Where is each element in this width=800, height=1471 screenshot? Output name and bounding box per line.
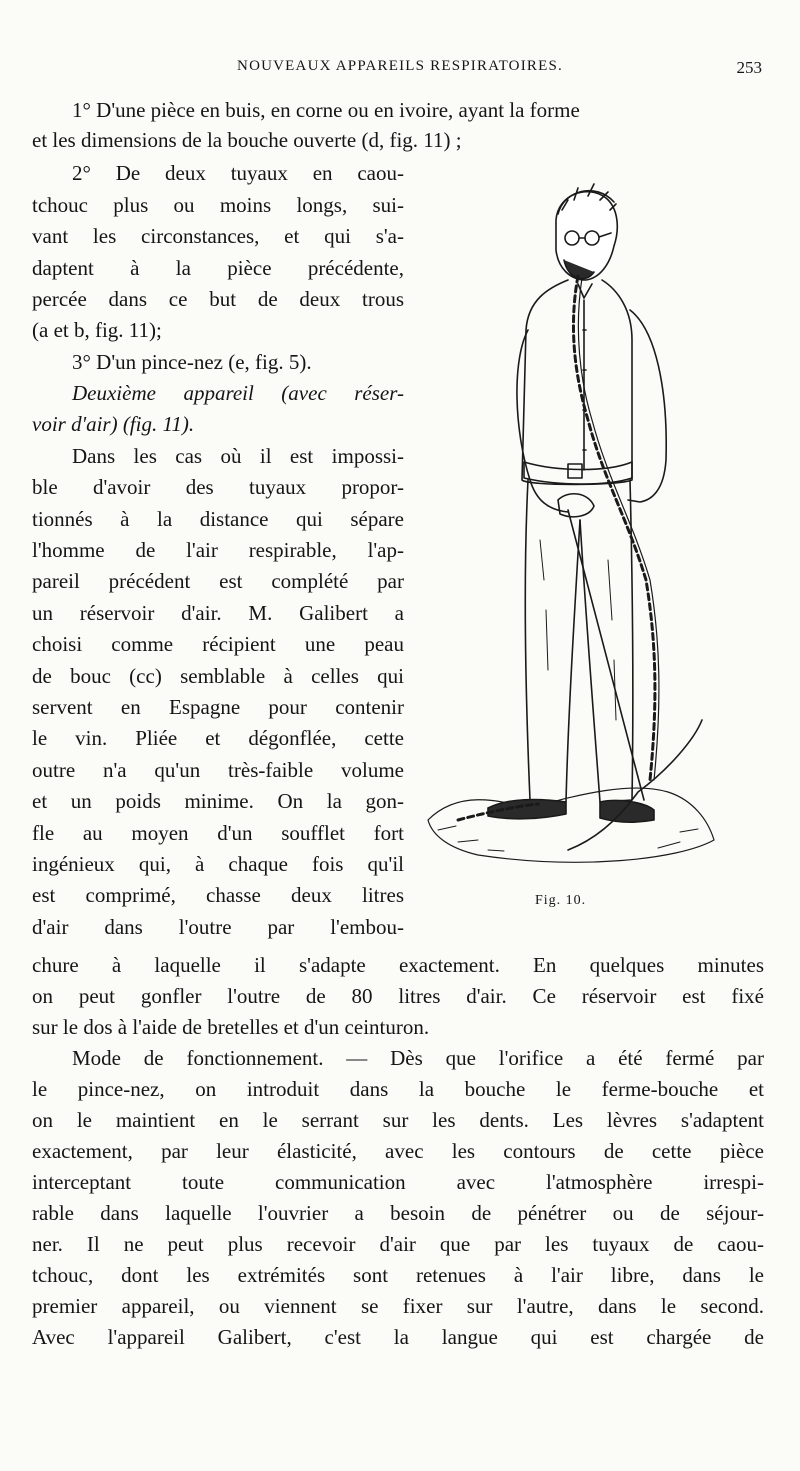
text-line: daptent à la pièce précédente, bbox=[32, 256, 404, 280]
text-line: ner. Il ne peut plus recevoir d'air que par les tuyaux de caou- bbox=[32, 1232, 764, 1256]
text-line: exactement, par leur élasticité, avec les contours de cette pièce bbox=[32, 1139, 764, 1163]
text-line: fle au moyen d'un soufflet fort bbox=[32, 821, 404, 845]
text-line: d'air dans l'outre par l'embou- bbox=[32, 915, 404, 939]
text-line: on le maintient en le serrant sur les dents. Les lèvres s'adaptent bbox=[32, 1108, 764, 1132]
section-heading: voir d'air) (fig. 11). bbox=[32, 412, 195, 436]
text-line: tionnés à la distance qui sépare bbox=[32, 507, 404, 531]
text-line: le pince-nez, on introduit dans la bouche le ferme-bouche et bbox=[32, 1077, 764, 1101]
text-line: servent en Espagne pour contenir bbox=[32, 695, 404, 719]
page-number: 253 bbox=[736, 58, 762, 77]
text-line: chure à laquelle il s'adapte exactement. En quelques minutes bbox=[32, 953, 764, 977]
text-line: tchouc, dont les extrémités sont retenues à l'air libre, dans le bbox=[32, 1263, 764, 1287]
illustration-worker-with-respirator bbox=[418, 180, 730, 870]
text-line: tchouc plus ou moins longs, sui- bbox=[32, 193, 404, 217]
text-line: choisi comme récipient une peau bbox=[32, 632, 404, 656]
text-line: Dans les cas où il est impossi- bbox=[72, 444, 404, 468]
text-line: 2° De deux tuyaux en caou- bbox=[72, 161, 404, 185]
text-line: interceptant toute communication avec l'atmosphère irrespi- bbox=[32, 1170, 764, 1194]
section-heading: Deuxième appareil (avec réser- bbox=[72, 381, 404, 405]
text-line: le vin. Pliée et dégonflée, cette bbox=[32, 726, 404, 750]
text-line: Mode de fonctionnement. — Dès que l'orifice a été fermé par bbox=[72, 1046, 764, 1070]
text-line: Avec l'appareil Galibert, c'est la langue qui est chargée de bbox=[32, 1325, 764, 1349]
text-line: ingénieux qui, à chaque fois qu'il bbox=[32, 852, 404, 876]
text-line: sur le dos à l'aide de bretelles et d'un ceinturon. bbox=[32, 1015, 430, 1039]
text-line: percée dans ce but de deux trous bbox=[32, 287, 404, 311]
text-line: premier appareil, ou viennent se fixer sur l'autre, dans le second. bbox=[32, 1294, 764, 1318]
text-line: rable dans laquelle l'ouvrier a besoin de pénétrer ou de séjour- bbox=[32, 1201, 764, 1225]
text-line: de bouc (cc) semblable à celles qui bbox=[32, 664, 404, 688]
text-line: outre n'a qu'un très-faible volume bbox=[32, 758, 404, 782]
figure-caption: Fig. 10. bbox=[535, 893, 587, 908]
text-line: 3° D'un pince-nez (e, fig. 5). bbox=[72, 350, 312, 374]
text-line: et un poids minime. On la gon- bbox=[32, 789, 404, 813]
text-line: (a et b, fig. 11); bbox=[32, 318, 162, 342]
text-line: 1° D'une pièce en buis, en corne ou en ivoire, ayant la forme bbox=[72, 98, 580, 122]
text-line: et les dimensions de la bouche ouverte (d, fig. 11) ; bbox=[32, 128, 462, 152]
text-line: pareil précédent est complété par bbox=[32, 569, 404, 593]
text-line: vant les circonstances, et qui s'a- bbox=[32, 224, 404, 248]
text-line: un réservoir d'air. M. Galibert a bbox=[32, 601, 404, 625]
text-line: est comprimé, chasse deux litres bbox=[32, 883, 404, 907]
text-line: ble d'avoir des tuyaux propor- bbox=[32, 475, 404, 499]
text-line: l'homme de l'air respirable, l'ap- bbox=[32, 538, 404, 562]
text-line: on peut gonfler l'outre de 80 litres d'air. Ce réservoir est fixé bbox=[32, 984, 764, 1008]
running-title: NOUVEAUX APPAREILS RESPIRATOIRES. bbox=[237, 58, 563, 74]
